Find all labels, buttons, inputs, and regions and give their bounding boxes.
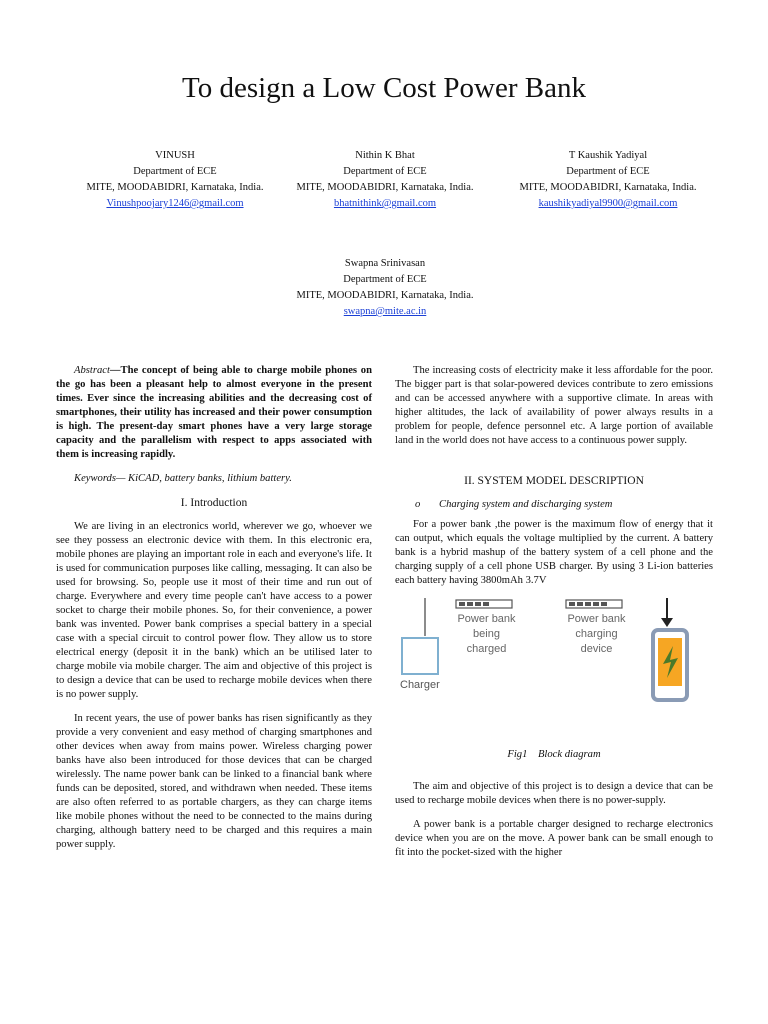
label-line: Power bank xyxy=(567,613,626,625)
abstract-label: Abstract xyxy=(74,365,110,376)
figure-caption: Fig1 Block diagram xyxy=(507,749,601,760)
arrow-down-icon xyxy=(661,618,673,627)
paragraph: The increasing costs of electricity make it less affordable for the poor. The bigger part is that solar-powered devices contribute to zero emissions and can be accessed anywhere with a supportive climate. In areas with higher altitudes, the lack of availability of power always results in a problem for people, defence personnel etc. A large portion of available land in the world does not have access to a continuous power supply. xyxy=(395,365,713,446)
paper-title: To design a Low Cost Power Bank xyxy=(182,72,586,104)
author-institution: MITE, MOODABIDRI, Karnataka, India. xyxy=(519,182,697,193)
label-line: charging xyxy=(575,628,618,640)
author-institution: MITE, MOODABIDRI, Karnataka, India. xyxy=(296,182,474,193)
power-bank-charged-label xyxy=(449,612,524,657)
subsection-heading xyxy=(415,498,713,512)
author-block xyxy=(55,148,295,212)
power-bank-icon xyxy=(456,600,512,608)
charger-label: Charger xyxy=(400,679,440,691)
section-heading-introduction: I. Introduction xyxy=(180,497,248,509)
author-name: Swapna Srinivasan xyxy=(344,258,426,269)
author-dept: Department of ECE xyxy=(343,166,427,177)
author-dept: Department of ECE xyxy=(343,274,427,285)
author-email-link[interactable]: Vinushpoojary1246@gmail.com xyxy=(106,198,244,209)
author-block xyxy=(488,148,728,212)
author-email-link[interactable]: kaushikyadiyal9900@gmail.com xyxy=(538,198,678,209)
paragraph: We are living in an electronics world, wherever we go, whoever we see they possess an electronic device with them. In this electronic era, mobile phones are playing an important role in each and everyone's life. It is used for communication purposes like calling, messaging. It can also be used for browsing. So, people use it most of their time and run out of charge. Everywhere and every time people can't have access to a power socket to charge their mobile phones. So, for their convenience, a power bank was invented. Power bank comprises a special battery in a special case with a special circuit to control power flow. They allow us to store electrical energy (deposit it in the bank) which an be utilised later to charge mobile via mobile charger. The aim and objective of this project is to design a device that can be used to recharge mobile devices when there is no power supply. xyxy=(56,521,372,700)
abstract-text: The concept of being able to charge mobile phones on the go has been a pleasant help to almost everyone in the present times. Ever since the increasing abilities and the decreasing cost of smartphones, their utility has increased and their power consumption is high. The present-day smart phones have a very large storage capacity and the parallelism with respect to apps associated with them is increasing rapidly. xyxy=(56,365,372,460)
abstract xyxy=(56,364,372,462)
block-diagram xyxy=(395,598,715,728)
section-heading-system-model: II. SYSTEM MODEL DESCRIPTION xyxy=(464,475,644,487)
author-name: VINUSH xyxy=(155,150,195,161)
author-name: Nithin K Bhat xyxy=(355,150,415,161)
subsection-title: Charging system and discharging system xyxy=(439,499,613,510)
author-institution: MITE, MOODABIDRI, Karnataka, India. xyxy=(86,182,264,193)
paragraph: For a power bank ,the power is the maximum flow of energy that it can output, which equals the voltage multiplied by the current. A battery bank is a hybrid mashup of the battery system of a cell phone and the charging supply of a cell phone USB charger. By using 3 Li-ion batteries each battery having 3800mAh 3.7V xyxy=(395,519,713,586)
charger-box xyxy=(402,638,438,674)
label-line: charged xyxy=(466,643,507,655)
paragraph: In recent years, the use of power banks has risen significantly as they provide a very convenient and easy method of charging smartphones and other devices when away from mains power. Wireless charging power banks have also been introduced for those devices that can be charged wirelessly. The name power bank can be linked to a financial bank where funds can be deposited, stored, and withdrawn when needed. These items are also often referred to as portable chargers, as they can charge items like mobile phones without the need to be connected to the mains during charging, although battery need to be charged and this requires a main power supply. xyxy=(56,713,372,850)
keywords: Keywords— KiCAD, battery banks, lithium battery. xyxy=(74,473,292,484)
author-email-link[interactable]: bhatnithink@gmail.com xyxy=(333,198,437,209)
power-bank-icon xyxy=(566,600,622,608)
right-column xyxy=(395,364,713,870)
power-bank-device-label xyxy=(559,612,634,657)
paragraph: A power bank is a portable charger designed to recharge electronics device when you are on the move. A power bank can be small enough to fit into the pocket-sized with the higher xyxy=(395,819,713,858)
block-diagram-graphic xyxy=(395,598,715,728)
author-institution: MITE, MOODABIDRI, Karnataka, India. xyxy=(296,290,474,301)
author-block xyxy=(265,256,505,320)
label-line: being xyxy=(473,628,500,640)
label-line: device xyxy=(580,643,613,655)
left-column xyxy=(56,364,372,862)
label-line: Power bank xyxy=(457,613,516,625)
paragraph: The aim and objective of this project is to design a device that can be used to recharge mobile devices when there is no power-supply. xyxy=(395,781,713,806)
abstract-dash: — xyxy=(109,365,121,376)
author-name: T Kaushik Yadiyal xyxy=(568,150,648,161)
bullet-icon: o xyxy=(415,499,421,510)
author-dept: Department of ECE xyxy=(133,166,217,177)
author-email-link[interactable]: swapna@mite.ac.in xyxy=(343,306,427,317)
author-block xyxy=(265,148,505,212)
author-dept: Department of ECE xyxy=(566,166,650,177)
